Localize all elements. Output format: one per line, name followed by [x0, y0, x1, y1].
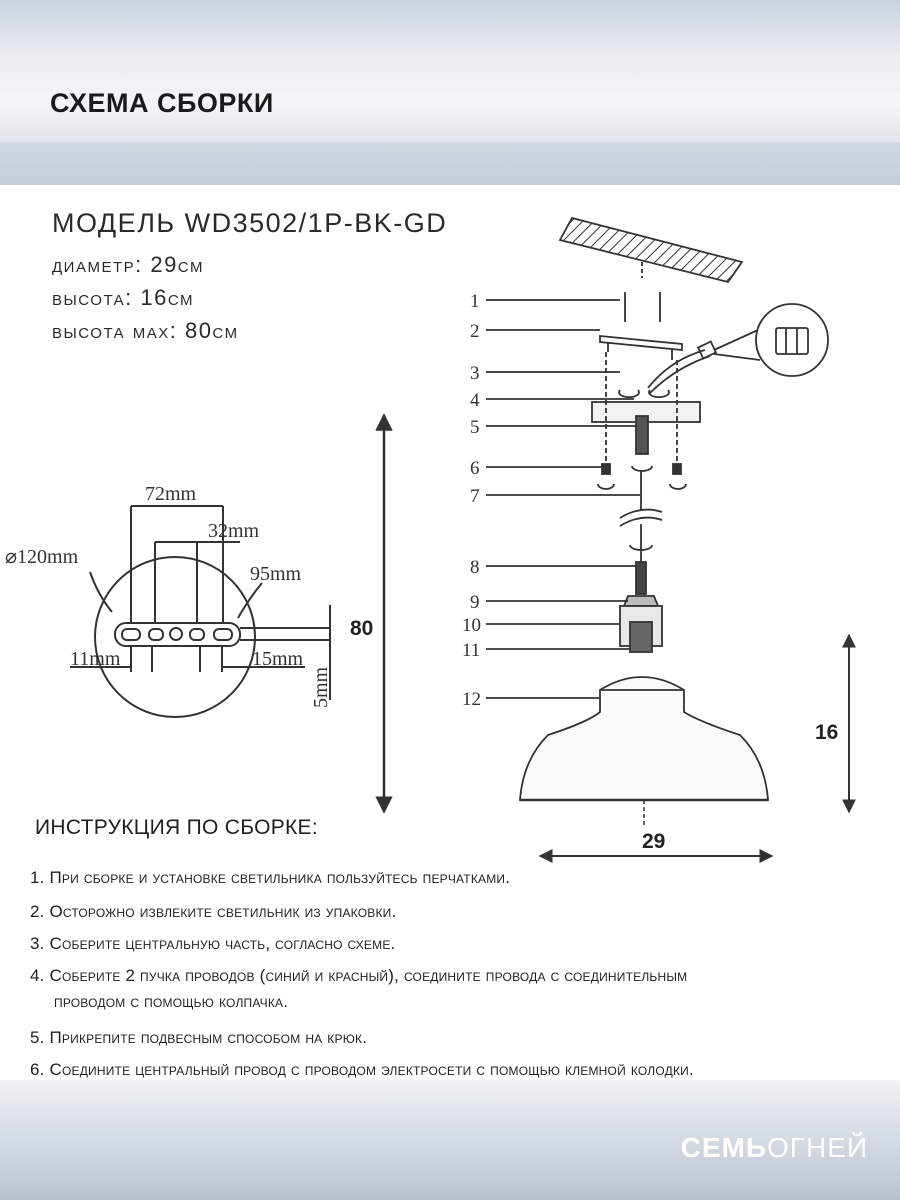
callout-numbers [462, 291, 481, 710]
page-title: СХЕМА СБОРКИ [50, 88, 274, 118]
brand-part-2: ОГНЕЙ [767, 1132, 868, 1163]
max-height-value: 80 [350, 617, 374, 640]
dim-32: 32mm [208, 520, 260, 542]
instruction-step: 3. Соберите центральную часть, согласно схеме. [30, 934, 396, 953]
instruction-step: 4. Соберите 2 пучка проводов (синий и красный), соедините провода с соединительным [30, 966, 688, 985]
instruction-step: 1. При сборке и установке светильника пользуйтесь перчатками. [30, 868, 511, 887]
ceiling-hatch [560, 218, 742, 282]
pendant-exploded-view [486, 218, 828, 800]
callout-12: 12 [462, 689, 481, 710]
callout-9: 9 [470, 592, 480, 613]
shade-part [520, 677, 768, 800]
dim-72: 72mm [145, 483, 197, 505]
callout-2: 2 [470, 321, 480, 342]
callout-4: 4 [470, 390, 480, 411]
callout-10: 10 [462, 615, 481, 636]
spec-max-height: высота мах: 80см [52, 318, 239, 343]
callout-6: 6 [470, 458, 480, 479]
mounting-bar-part [600, 336, 682, 350]
model-label: МОДЕЛЬ WD3502/1P-BK-GD [52, 208, 448, 238]
callout-8: 8 [470, 557, 480, 578]
shade-width-value: 29 [642, 830, 666, 853]
instruction-step: 6. Соедините центральный провод с проводом электросети с помощью клемной колодки. [30, 1060, 694, 1079]
callout-5: 5 [470, 417, 480, 438]
instruction-step-continuation: проводом с помощью колпачка. [54, 992, 289, 1011]
canopy-diagram [70, 506, 330, 717]
terminal-detail-bubble [756, 304, 828, 376]
dim-diameter: ⌀120mm [5, 546, 79, 568]
callout-1: 1 [470, 291, 480, 312]
callout-7: 7 [470, 486, 480, 507]
mounting-bar [115, 623, 240, 646]
brand-part-1: СЕМЬ [680, 1132, 768, 1163]
callout-3: 3 [470, 363, 480, 384]
instructions-title: ИНСТРУКЦИЯ ПО СБОРКЕ: [35, 816, 318, 839]
brand-logo [681, 1132, 868, 1164]
callout-11: 11 [462, 640, 481, 661]
shade-height-value: 16 [815, 721, 839, 744]
dim-15: 15mm [252, 648, 304, 670]
spec-height: высота: 16см [52, 285, 194, 310]
dim-95: 95mm [250, 563, 302, 585]
dim-11: 11mm [70, 648, 121, 670]
instruction-step: 5. Прикрепите подвесным способом на крюк. [30, 1028, 368, 1047]
dim-5: 5mm [310, 666, 332, 708]
instruction-step: 2. Осторожно извлеките светильник из упаковки. [30, 902, 397, 921]
spec-diameter: диаметр: 29см [52, 252, 204, 277]
